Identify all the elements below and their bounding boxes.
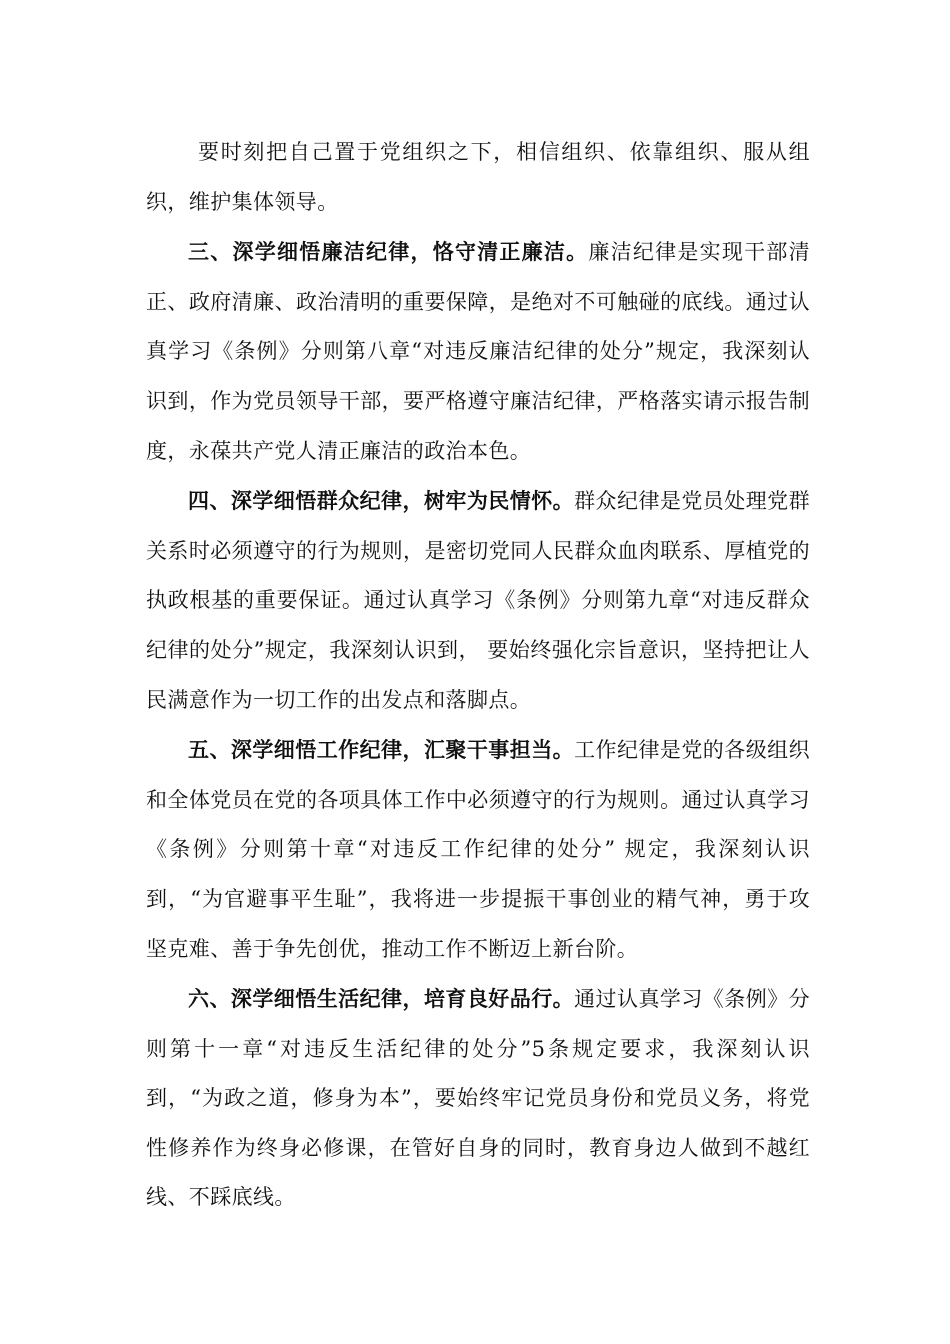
paragraph-life-discipline [146, 974, 810, 1223]
paragraph-heading: 六、深学细悟生活纪律，培育良好品行。 [188, 986, 575, 1012]
paragraph-body: 廉洁纪律是实现干部清正、政府清廉、政治清明的重要保障，是绝对不可触碰的底线。通过认真学习《条例》分则第八章“对违反廉洁纪律的处分”规定，我深刻认识到，作为党员领导干部，要严格遵守廉洁纪律，严格落实请示报告制度，永葆共产党人清正廉洁的政治本色。 [146, 240, 811, 463]
paragraph-body: 工作纪律是党的各级组织和全体党员在党的各项具体工作中必须遵守的行为规则。通过认真学习《条例》分则第十章“对违反工作纪律的处分” 规定，我深刻认识到，“为官避事平生耻”，我将进一步提振干事创业的精气神，勇于攻坚克难、善于争先创优，推动工作不断迈上新台阶。 [146, 738, 810, 961]
document-body [146, 128, 810, 1223]
paragraph-heading: 四、深学细悟群众纪律，树牢为民情怀。 [188, 488, 575, 514]
paragraph-body: 要时刻把自己置于党组织之下，相信组织、依靠组织、服从组织，维护集体领导。 [146, 140, 810, 214]
paragraph-body: 通过认真学习《条例》分则第十一章“对违反生活纪律的处分”5条规定要求，我深刻认识到，“为政之道，修身为本”，要始终牢记党员身份和党员义务，将党性修养作为终身必修课，在管好自身的同时，教育身边人做到不越红线、不踩底线。 [146, 987, 810, 1210]
paragraph-continuation [146, 128, 810, 227]
paragraph-mass-discipline [146, 476, 810, 725]
paragraph-work-discipline [146, 725, 810, 974]
paragraph-body: 群众纪律是党员处理党群关系时必须遵守的行为规则，是密切党同人民群众血肉联系、厚植党的执政根基的重要保证。通过认真学习《条例》分则第九章“对违反群众纪律的处分”规定，我深刻认识到， 要始终强化宗旨意识，坚持把让人民满意作为一切工作的出发点和落脚点。 [146, 489, 810, 712]
paragraph-heading: 三、深学细悟廉洁纪律，恪守清正廉洁。 [188, 239, 589, 265]
paragraph-heading: 五、深学细悟工作纪律，汇聚干事担当。 [188, 737, 575, 763]
paragraph-integrity-discipline [146, 227, 810, 476]
